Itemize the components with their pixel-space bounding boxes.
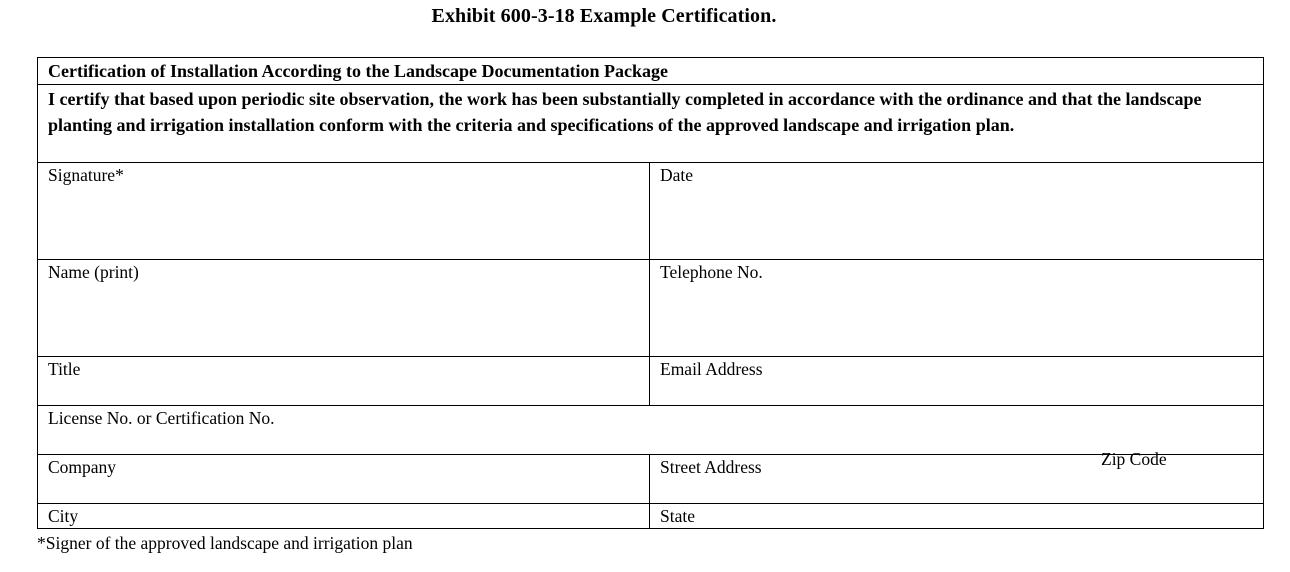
email-label: Email Address: [660, 359, 763, 379]
license-field[interactable]: [38, 406, 1264, 455]
title-field[interactable]: [38, 357, 650, 406]
street-address-label: Street Address: [660, 457, 762, 477]
date-field[interactable]: [650, 163, 1264, 260]
certification-form: [37, 57, 1264, 529]
company-label: Company: [48, 457, 117, 477]
name-print-field[interactable]: [38, 260, 650, 357]
telephone-label: Telephone No.: [660, 262, 763, 282]
date-label: Date: [660, 165, 694, 185]
state-label: State: [660, 506, 695, 526]
email-field[interactable]: [650, 357, 1264, 406]
form-header: Certification of Installation According to the Landscape Documentation Package: [38, 58, 1264, 85]
telephone-field[interactable]: [650, 260, 1264, 357]
certification-statement: I certify that based upon periodic site observation, the work has been substantially completed in accordance with the ordinance and that the landscape planting and irrigation installation conform with the criteria and specifications of the approved landscape and irrigation plan.: [38, 85, 1264, 163]
city-label: City: [48, 506, 79, 526]
signature-label: Signature*: [48, 165, 124, 185]
page-title: Exhibit 600-3-18 Example Certification.: [431, 5, 777, 27]
zip-code-label: Zip Code: [1101, 449, 1167, 469]
street-address-field[interactable]: [650, 455, 1264, 504]
signature-field[interactable]: [38, 163, 650, 260]
company-field[interactable]: [38, 455, 650, 504]
name-print-label: Name (print): [48, 262, 139, 282]
footnote: *Signer of the approved landscape and irrigation plan: [37, 533, 413, 553]
license-label: License No. or Certification No.: [48, 408, 275, 428]
state-zip-field[interactable]: [650, 504, 1264, 529]
title-label: Title: [48, 359, 81, 379]
city-field[interactable]: [38, 504, 650, 529]
